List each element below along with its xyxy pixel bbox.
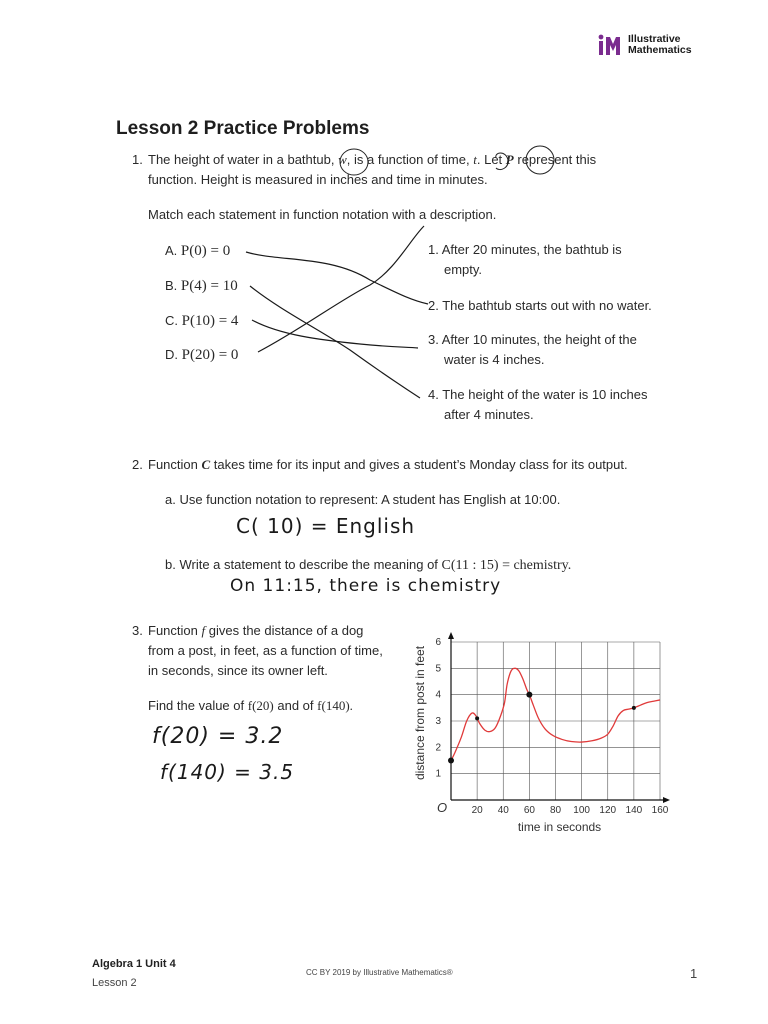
x-tick-label: 40 [497,805,509,816]
problem-3-line-2: from a post, in feet, as a function of time, [148,643,383,658]
match-left-b: B. P(4) = 10 [165,278,238,294]
y-tick-label: 4 [435,689,441,701]
problem-1-number: 1. [132,152,143,167]
match-left-d: D. P(20) = 0 [165,347,239,363]
expr-p0: P(0) = 0 [180,243,231,259]
y-tick-label: 3 [435,716,441,727]
x-tick-label: 160 [651,805,669,816]
x-tick-label: 100 [573,805,590,816]
problem-1-text-d: represent this [517,152,597,167]
problem-2b-label: b. Write a statement to describe the meaning of C(11 : 15) = chemistry. [165,557,572,573]
var-p: P [505,152,514,167]
problem-1-instruction: Match each statement in function notation with a description. [148,207,497,222]
problem-3-find: Find the value of f(20) and of f(140). [148,698,353,713]
match-right-2: 2. The bathtub starts out with no water. [428,298,652,313]
logo-wordmark [628,34,692,56]
problem-2b-answer: On 11:15, there is chemistry [230,576,502,596]
chart-point [526,692,532,698]
match-right-1: 1. After 20 minutes, the bathtub is empty. [428,242,622,277]
problem-1-text-b: , is a function of time, [346,152,470,167]
y-axis-arrow-icon [448,632,454,639]
chart-x-axis-label: time in seconds [517,820,602,834]
chart-point [632,706,636,710]
expr-p4: P(4) = 10 [180,278,238,294]
problem-3-answer-2: f(140) = 3.5 [160,760,295,784]
problem-2-statement: Function C takes time for its input and gives a student’s Monday class for its output. [148,457,628,472]
var-f: f [201,623,206,638]
var-c: C [201,457,211,472]
match-right-4: 4. The height of the water is 10 inches after 4 minutes. [428,387,648,422]
line-a-to-2 [246,252,428,304]
distance-time-chart [410,624,680,834]
im-logo-icon [598,34,624,56]
x-axis-arrow-icon [663,797,670,803]
expr-c-1115: C(11 : 15) = chemistry. [441,558,572,573]
chart-y-axis-label: distance from post in feet [413,645,427,781]
problem-1-line-2: function. Height is measured in inches and time in minutes. [148,172,488,187]
problem-2-number: 2. [132,457,143,472]
logo-line-2: Mathematics [628,44,692,56]
y-tick-label: 6 [435,637,441,648]
y-tick-label: 2 [435,742,441,754]
footer-course: Algebra 1 Unit 4 [92,958,176,970]
problem-3-answer-1: f(20) = 3.2 [152,724,284,749]
match-right-3: 3. After 10 minutes, the height of the water is 4 inches. [428,332,637,367]
y-tick-label: 5 [435,663,441,675]
footer-lesson: Lesson 2 [92,977,137,989]
problem-1-text-c: . Let [476,152,503,167]
expr-f140: f(140). [317,698,353,713]
match-left-a: A. P(0) = 0 [165,243,231,259]
footer-license: CC BY 2019 by Illustrative Mathematics® [306,968,453,977]
x-tick-label: 20 [471,805,483,816]
problem-2a-label: a. Use function notation to represent: A student has English at 10:00. [165,492,561,507]
problem-1-statement [148,150,596,170]
problem-3-line-1: Function f gives the distance of a dog [148,623,364,638]
logo-line-1: Illustrative [628,33,681,45]
var-t: t [473,152,477,167]
problem-3-line-3: in seconds, since its owner left. [148,663,328,678]
line-b-to-4 [250,286,420,398]
problem-3-number: 3. [132,623,143,638]
line-d-to-1 [258,226,424,352]
chart-point [475,716,479,720]
footer-page-number: 1 [690,966,698,981]
chart-origin-label: O [437,800,448,815]
x-tick-label: 60 [523,805,535,816]
expr-f20: f(20) [247,698,274,713]
chart-grid [451,642,660,800]
expr-p20: P(20) = 0 [181,347,239,363]
page-title: Lesson 2 Practice Problems [116,118,370,139]
problem-1-text-a: The height of water in a bathtub, [148,152,335,167]
line-c-to-3 [252,320,418,348]
expr-p10: P(10) = 4 [181,313,239,329]
x-tick-label: 120 [599,805,617,816]
problem-2a-answer: C( 10) = English [236,514,416,538]
x-tick-label: 140 [625,805,643,816]
var-w: w [338,152,347,167]
chart-point [448,758,454,764]
x-tick-label: 80 [549,805,562,816]
y-tick-label: 1 [435,768,441,780]
chart-axes [448,632,670,803]
match-left-c: C. P(10) = 4 [165,313,239,329]
